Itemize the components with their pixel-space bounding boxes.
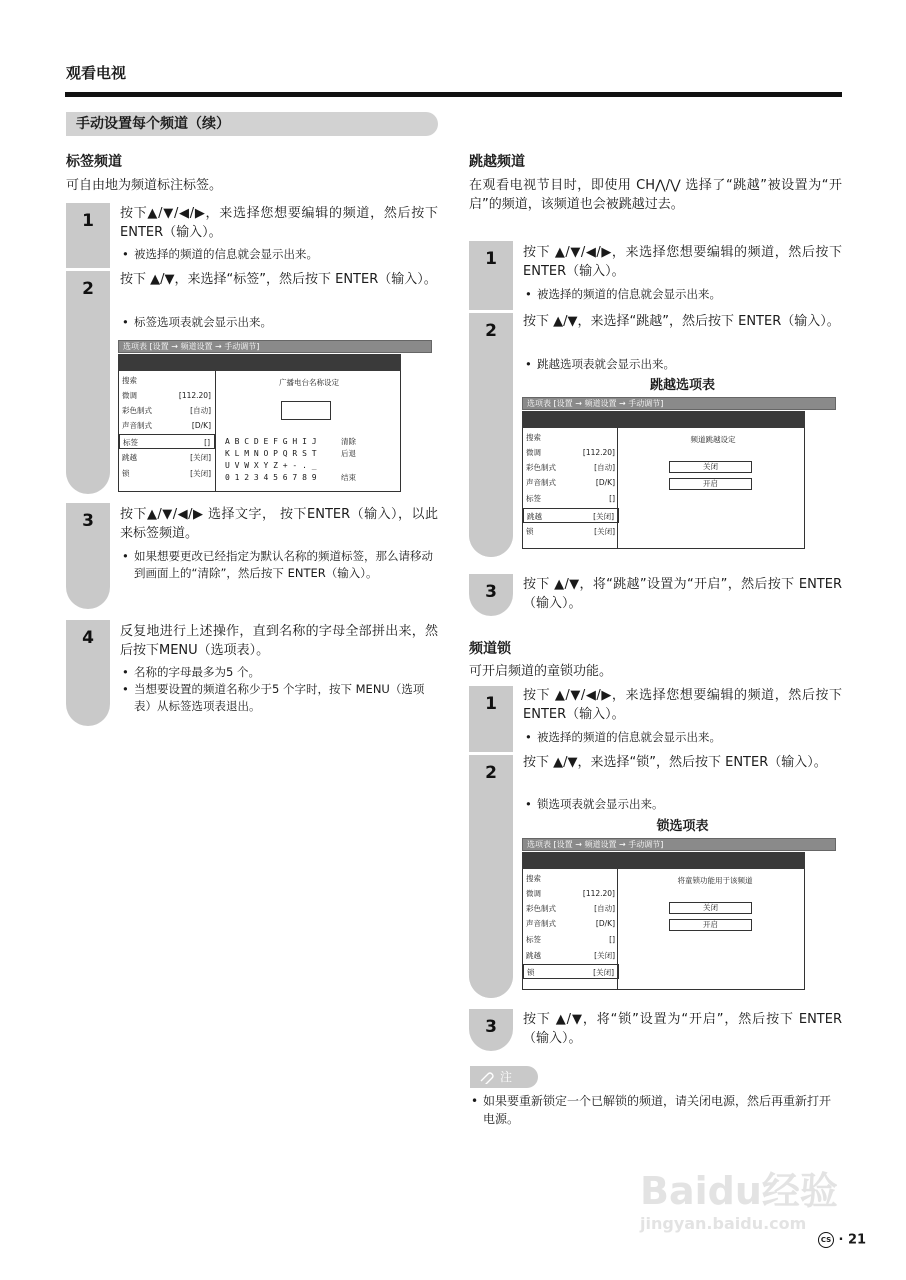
bullet: • 被选择的频道的信息就会显示出来。 [523, 729, 842, 746]
option-on: 开启 [669, 478, 752, 490]
menu-row-label: 标签 [123, 438, 138, 447]
page-number-value: 21 [848, 1232, 867, 1248]
menu-row [119, 450, 215, 465]
note-badge [470, 1066, 538, 1088]
menu-row-label: 声音制式 [526, 919, 556, 928]
menu-row [119, 373, 215, 388]
lock-channel-intro: 可开启频道的童锁功能。 [469, 664, 613, 679]
menu-title-bar: 选项表 [设置 → 频道设置 → 手动调节] [522, 838, 836, 851]
step-text: 按下 ▲/▼，将“锁”设置为“开启”，然后按下 ENTER（输入）。 [523, 1012, 842, 1046]
bullet: • 当想要设置的频道名称少于5 个字时，按下 MENU（选项表）从标签选项表退出。 [120, 681, 438, 715]
menu-row [523, 460, 619, 475]
menu-row-value: [自动] [190, 406, 211, 415]
menu-title-bar: 选项表 [设置 → 频道设置 → 手动调节] [118, 340, 432, 353]
menu-screen-label [118, 371, 401, 492]
step-tab: 2 [66, 268, 110, 494]
page-dot: · [838, 1232, 848, 1248]
menu-row-value: [] [609, 494, 615, 503]
menu-row [523, 475, 619, 490]
menu-row-label: 微调 [526, 448, 541, 457]
menu-row-label: 搜索 [122, 376, 137, 385]
menu-row [523, 932, 619, 947]
step-text: 按下▲/▼/◀/▶，来选择您想要编辑的频道，然后按下 ENTER（输入）。 [120, 206, 438, 240]
bullet: • 被选择的频道的信息就会显示出来。 [120, 246, 438, 263]
menu-row-label: 彩色制式 [122, 406, 152, 415]
menu-divider [215, 371, 216, 491]
char-grid [225, 436, 317, 484]
option-on: 开启 [669, 919, 752, 931]
menu-row [119, 403, 215, 418]
section-title: 手动设置每个频道（续） [66, 112, 438, 136]
menu-row-label: 跳越 [122, 453, 137, 462]
menu-row [523, 886, 619, 901]
step-tab: 2 [469, 752, 513, 998]
char-row: A B C D E F G H I J [225, 437, 317, 446]
step-text: 按下 ▲/▼，来选择“锁”，然后按下 ENTER（输入）。 [523, 755, 827, 770]
menu-row-value: [112.20] [582, 889, 615, 898]
skip-channel-intro: 在观看电视节目时，即使用 CH⋀/⋁ 选择了“跳越”被设置为“开启”的频道，该频道也会被跳越过去。 [469, 178, 842, 212]
step-text: 按下 ▲/▼/◀/▶，来选择您想要编辑的频道，然后按下 ENTER（输入）。 [523, 245, 842, 279]
menu-row-label: 微调 [122, 391, 137, 400]
step-bullets [120, 314, 438, 331]
menu-row [523, 430, 619, 445]
menu-row [523, 916, 619, 931]
menu-row-label: 锁 [122, 469, 130, 478]
char-row: 0 1 2 3 4 5 6 7 8 9 [225, 473, 317, 482]
menu-row [119, 418, 215, 433]
menu-row-value: [关闭] [594, 527, 615, 536]
step-tab: 3 [469, 1009, 513, 1051]
option-off: 关闭 [669, 902, 752, 914]
menu-row-label: 锁 [526, 527, 534, 536]
step-bullets [120, 246, 438, 263]
bullet: • 标签选项表就会显示出来。 [120, 314, 438, 331]
step-bullets [523, 729, 842, 746]
note-label: 注 [500, 1070, 513, 1084]
menu-title-bar: 选项表 [设置 → 频道设置 → 手动调节] [522, 397, 836, 410]
menu-row-value: [关闭] [593, 512, 614, 521]
menu-row-value: [关闭] [190, 469, 211, 478]
menu-row [119, 466, 215, 481]
menu-row-label: 声音制式 [122, 421, 152, 430]
menu-row-selected [119, 434, 215, 449]
menu-row [523, 445, 619, 460]
menu-row-selected [523, 964, 619, 979]
label-channel-intro: 可自由地为频道标注标签。 [66, 178, 223, 193]
step-tab: 4 [66, 620, 110, 726]
menu-heading: 将童锁功能用于该频道 [677, 876, 753, 885]
menu-row-label: 标签 [526, 494, 541, 503]
step-text: 按下 ▲/▼，来选择“跳越”，然后按下 ENTER（输入）。 [523, 314, 840, 329]
note-bullets [469, 1092, 842, 1128]
menu-row-label: 微调 [526, 889, 541, 898]
menu-row-selected [523, 508, 619, 523]
skip-menu-caption: 跳越选项表 [649, 378, 715, 393]
step-bullets [120, 548, 438, 582]
step-bullets [523, 356, 842, 373]
menu-row [523, 524, 619, 539]
step-tab: 3 [66, 503, 110, 609]
menu-row-label: 搜索 [526, 433, 541, 442]
step-text: 按下 ▲/▼，将“跳越”设置为“开启”，然后按下 ENTER（输入）。 [523, 577, 842, 611]
bullet: • 如果想要更改已经指定为默认名称的频道标签，那么请移动到画面上的“清除”，然后按下 ENTER（输入）。 [120, 548, 438, 582]
char-actions [341, 436, 356, 484]
watermark-logo: Baidu经验 [640, 1169, 838, 1213]
menu-heading: 广播电台名称设定 [279, 378, 339, 387]
menu-row-value: [自动] [594, 463, 615, 472]
menu-row [119, 388, 215, 403]
step-bullets [120, 664, 438, 715]
step-text: 按下▲/▼/◀/▶ 选择文字， 按下ENTER（输入），以此来标签频道。 [120, 507, 438, 541]
spacer-action [341, 460, 356, 472]
step-tab: 3 [469, 574, 513, 616]
menu-row-value: [自动] [594, 904, 615, 913]
menu-row-label: 声音制式 [526, 478, 556, 487]
menu-row-label: 跳越 [526, 951, 541, 960]
watermark-url: jingyan.baidu.com [640, 1214, 807, 1233]
step-bullets [523, 286, 842, 303]
step-text: 反复地进行上述操作，直到名称的字母全部拼出来，然后按下MENU（选项表）。 [120, 624, 438, 658]
menu-dark-bar [522, 411, 805, 428]
step-text: 按下 ▲/▼，来选择“标签”，然后按下 ENTER（输入）。 [120, 272, 437, 287]
menu-row-value: [D/K] [595, 919, 615, 928]
end-action: 结束 [341, 473, 356, 482]
menu-row-value: [关闭] [594, 951, 615, 960]
step-tab: 2 [469, 310, 513, 557]
bullet: • 名称的字母最多为5 个。 [120, 664, 438, 681]
step-bullets [523, 796, 842, 813]
page-number [818, 1232, 866, 1248]
step-text: 按下 ▲/▼/◀/▶，来选择您想要编辑的频道，然后按下 ENTER（输入）。 [523, 688, 842, 722]
bullet: • 如果要重新锁定一个已解锁的频道，请关闭电源，然后再重新打开电源。 [469, 1092, 842, 1128]
menu-row-value: [D/K] [191, 421, 211, 430]
step-tab: 1 [469, 686, 513, 998]
menu-screen-skip [522, 428, 805, 549]
clear-action: 清除 [341, 437, 356, 446]
menu-row [523, 491, 619, 506]
menu-heading: 频道跳越设定 [690, 435, 736, 444]
step-tab: 1 [469, 241, 513, 557]
menu-row-value: [D/K] [595, 478, 615, 487]
lock-channel-title: 频道锁 [469, 641, 511, 657]
menu-row-value: [] [609, 935, 615, 944]
label-channel-title: 标签频道 [66, 154, 122, 170]
menu-row-value: [关闭] [190, 453, 211, 462]
menu-row [523, 901, 619, 916]
skip-channel-title: 跳越频道 [469, 154, 525, 170]
menu-row-label: 彩色制式 [526, 463, 556, 472]
lock-menu-caption: 锁选项表 [656, 819, 709, 834]
char-row: K L M N O P Q R S T [225, 449, 317, 458]
menu-dark-bar [522, 852, 805, 869]
menu-row-value: [112.20] [178, 391, 211, 400]
menu-row-label: 锁 [527, 968, 535, 977]
option-off: 关闭 [669, 461, 752, 473]
bullet: • 跳越选项表就会显示出来。 [523, 356, 842, 373]
menu-row [523, 871, 619, 886]
page-header: 观看电视 [66, 64, 127, 82]
bullet: • 锁选项表就会显示出来。 [523, 796, 842, 813]
bullet: • 被选择的频道的信息就会显示出来。 [523, 286, 842, 303]
menu-row-value: [关闭] [593, 968, 614, 977]
char-row: U V W X Y Z + - . _ [225, 461, 317, 470]
paperclip-icon [478, 1072, 494, 1084]
menu-screen-lock [522, 869, 805, 990]
menu-dark-bar [118, 354, 401, 371]
menu-row-value: [112.20] [582, 448, 615, 457]
menu-row-label: 彩色制式 [526, 904, 556, 913]
name-input-box [281, 401, 331, 420]
back-action: 后退 [341, 449, 356, 458]
menu-row-label: 跳越 [527, 512, 542, 521]
cs-badge: CS [818, 1232, 834, 1248]
menu-row-value: [] [204, 438, 210, 447]
header-rule [65, 92, 842, 97]
step-tab: 1 [66, 203, 110, 493]
menu-row-label: 标签 [526, 935, 541, 944]
menu-row-label: 搜索 [526, 874, 541, 883]
menu-row [523, 948, 619, 963]
